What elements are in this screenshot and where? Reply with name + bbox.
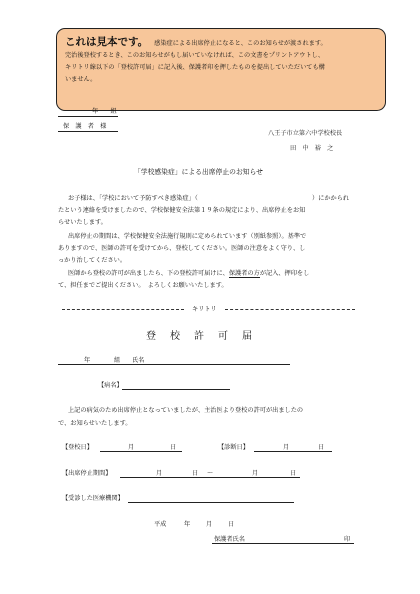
diagnosis-date-label: 【診断日】 <box>218 444 249 451</box>
addressee-grade-line <box>58 116 118 117</box>
form-title: 登校許可届 <box>146 331 266 342</box>
sample-notice-box <box>56 28 386 111</box>
addressee-guardian: 保 護 者 様 <box>63 123 107 130</box>
diagnosis-date-day: 日 <box>318 444 325 451</box>
notice-headline-rest: 感染症による出席停止になると、このお知らせが渡されます。 <box>154 40 327 47</box>
cut-line-left <box>62 309 184 310</box>
era-day: 日 <box>228 521 235 528</box>
return-date-month: 月 <box>128 444 135 451</box>
letter-p2-c: っかり治してください。 <box>58 257 127 264</box>
letter-p3-emphasis: 保護者の方 <box>228 270 260 277</box>
disease-field-line[interactable] <box>122 389 230 390</box>
guardian-field[interactable] <box>212 543 354 544</box>
sender-school: 八王子市立第六中学校校長 <box>268 130 343 137</box>
suspension-to-day: 日 <box>290 470 297 477</box>
notice-line-2: 完治後登校するとき、このお知らせがもし届いていなければ、この文書をプリントアウトし、 <box>65 52 325 59</box>
notice-line-3: キリトリ線以下の「登校許可届」に記入後、保護者印を押したものを提出していただいても構 <box>65 64 325 71</box>
return-date-day: 日 <box>170 444 177 451</box>
form-name-label: 氏名 <box>132 357 145 364</box>
letter-p1-b: ）にかかられ <box>312 195 350 202</box>
letter-title: 「学校感染症」による出席停止のお知らせ <box>134 168 263 176</box>
suspension-separator: 〜 <box>207 470 214 477</box>
era-month: 月 <box>206 521 213 528</box>
sender-principal: 田 中 裕 之 <box>290 145 334 152</box>
guardian-seal: 印 <box>344 536 351 543</box>
student-field-line[interactable] <box>58 364 290 365</box>
diagnosis-date-field[interactable] <box>254 451 332 452</box>
form-statement-a: 上記の病気のため出席停止となっていましたが、主治医より登校の許可が出ましたの <box>68 407 304 414</box>
letter-p1-c: たという連絡を受けましたので、学校保健安全法第１９条の規定により、出席停止をお知 <box>58 207 306 214</box>
addressee-guardian-line <box>58 131 118 132</box>
suspension-from-day: 日 <box>192 470 199 477</box>
letter-p1-a: お子様は、「学校において予防すべき感染症」（ <box>68 195 198 202</box>
letter-p3 <box>68 268 309 277</box>
notice-line-4: いません。 <box>65 76 97 83</box>
guardian-label: 保護者氏名 <box>214 536 245 543</box>
return-date-label: 【登校日】 <box>62 444 93 451</box>
cut-line-right <box>225 309 355 310</box>
letter-p2-b: ありますので、医師の許可を受けてから、登校してください。医師の注意をよく守り、し <box>58 245 306 252</box>
letter-p2-a: 出席停止の期間は、学校保健安全法施行規則に定められています（別紙参照）。基準で <box>68 233 307 240</box>
era-label: 平成 <box>154 521 167 528</box>
form-class: 組 <box>114 357 121 364</box>
addressee-grade: 年 組 <box>92 108 117 115</box>
cut-line-label: キリトリ <box>192 306 217 313</box>
letter-p3-d: て、担任までご提出ください。 よろしくお願いいたします。 <box>58 282 228 289</box>
letter-p3-a: 医師から登校の許可が出ましたら、下の登校許可届けに、 <box>68 270 229 277</box>
clinic-label: 【受診した医療機関】 <box>62 495 124 502</box>
suspension-from-month: 月 <box>156 470 163 477</box>
suspension-field[interactable] <box>120 477 300 478</box>
suspension-to-month: 月 <box>252 470 259 477</box>
form-grade: 年 <box>84 357 91 364</box>
era-year: 年 <box>184 521 191 528</box>
suspension-label: 【出席停止期間】 <box>62 470 112 477</box>
return-date-field[interactable] <box>100 451 182 452</box>
disease-label: 【病名】 <box>98 382 123 389</box>
notice-line-1 <box>65 36 377 50</box>
letter-p1-d: らせいたします。 <box>58 219 107 226</box>
clinic-field[interactable] <box>128 502 294 503</box>
diagnosis-date-month: 月 <box>283 444 290 451</box>
notice-headline: これは見本です。 <box>65 36 149 48</box>
letter-p3-c: が記入、押印をし <box>259 270 310 277</box>
form-statement-b: で、お知らせいたします。 <box>58 420 132 427</box>
